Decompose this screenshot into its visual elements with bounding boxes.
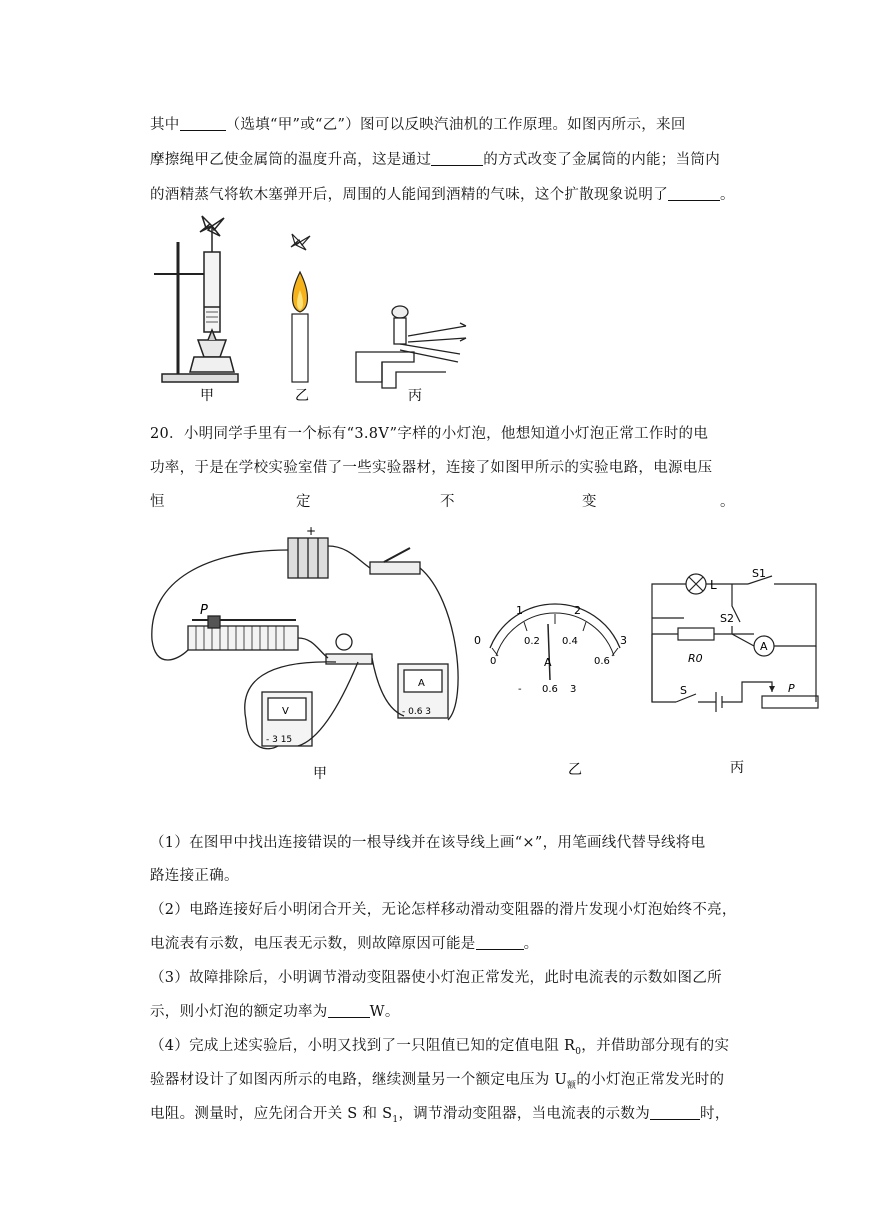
meter-terminal: 3 <box>570 684 577 695</box>
answer-blank[interactable] <box>180 116 226 131</box>
text: 不 <box>440 494 455 510</box>
caption-bing: 丙 <box>730 760 744 776</box>
ammeter-label: A <box>418 678 425 689</box>
q20-part3-line-1: （3）故障排除后，小明调节滑动变阻器使小灯泡正常发光，此时电流表的示数如图乙所 <box>150 970 722 986</box>
q20-part4-line-1 <box>150 1034 729 1057</box>
text: 。 <box>523 936 539 952</box>
caption-jia: 甲 <box>313 766 327 782</box>
q19-line-2 <box>150 148 720 169</box>
lamp-icon <box>326 634 372 664</box>
q20-part2-line-2 <box>150 932 538 953</box>
text: 电流表有示数，电压表无示数，则故障原因可能是 <box>150 936 476 952</box>
text: W。 <box>369 1004 400 1020</box>
meter-needle <box>548 624 550 680</box>
figure-yi-candle <box>291 234 310 382</box>
q20-part3-line-2 <box>150 1000 400 1021</box>
text: 。 <box>720 187 735 203</box>
text: 示，则小灯泡的额定功率为 <box>150 1004 328 1020</box>
caption-yi: 乙 <box>295 388 309 404</box>
meter-tick-top: 0 <box>474 634 481 647</box>
meter-tick-bottom: 0.4 <box>562 636 578 647</box>
meter-terminal: - <box>518 684 522 695</box>
label-A: A <box>760 640 768 653</box>
slider-label: P <box>200 603 208 618</box>
wire <box>328 546 370 568</box>
text: （4）完成上述实验后，小明又找到了一只阻值已知的定值电阻 R <box>150 1038 576 1054</box>
answer-blank[interactable] <box>328 1003 370 1018</box>
label-S1: S1 <box>752 567 766 580</box>
text: 恒 <box>150 494 165 510</box>
q19-line-3 <box>150 183 735 204</box>
caption-yi: 乙 <box>568 762 582 778</box>
q20-part2-line-1: （2）电路连接好后小明闭合开关，无论怎样移动滑动变阻器的滑片发现小灯泡始终不亮， <box>150 902 737 918</box>
label-L: L <box>710 578 717 592</box>
text: 的小灯泡正常发光时的 <box>576 1072 725 1088</box>
text: 定 <box>296 494 311 510</box>
voltmeter-label: V <box>282 706 289 717</box>
figure-bing-schematic <box>644 566 824 778</box>
q20-line-2: 功率，于是在学校实验室借了一些实验器材，连接了如图甲所示的实验电路，电源电压 <box>150 460 713 476</box>
text: 时， <box>700 1106 730 1122</box>
subscript: 0 <box>575 1046 582 1057</box>
answer-blank[interactable] <box>476 935 524 950</box>
text: 变 <box>582 494 597 510</box>
text: 的方式改变了金属筒的内能；当筒内 <box>483 152 721 168</box>
label-R0: R0 <box>688 652 703 665</box>
meter-tick-top: 1 <box>516 604 523 617</box>
meter-terminal: 0.6 <box>542 684 558 695</box>
label-S2: S2 <box>720 612 734 625</box>
q20-line-1: 20．小明同学手里有一个标有“3.8V”字样的小灯泡，他想知道小灯泡正常工作时的电 <box>150 426 709 442</box>
subscript: 1 <box>392 1114 399 1125</box>
meter-tick-bottom: 0.2 <box>524 636 540 647</box>
q19-line-1 <box>150 113 686 134</box>
figure-bing-tube <box>356 306 466 388</box>
switch-icon <box>370 548 420 574</box>
subscript: 额 <box>567 1080 577 1091</box>
answer-blank[interactable] <box>650 1105 700 1120</box>
caption-bing: 丙 <box>408 388 422 404</box>
meter-tick-top: 3 <box>620 634 627 647</box>
text: 。 <box>720 494 735 510</box>
q20-part1-line-2: 路连接正确。 <box>150 868 239 884</box>
answer-blank[interactable] <box>431 151 483 166</box>
text: （选填“甲”或“乙”）图可以反映汽油机的工作原理。如图丙所示，来回 <box>225 117 686 133</box>
caption-jia: 甲 <box>200 388 214 404</box>
label-P: P <box>788 682 795 695</box>
meter-unit: A <box>544 656 552 669</box>
q20-part4-line-3 <box>150 1102 730 1125</box>
meter-tick-bottom: 0.6 <box>594 656 610 667</box>
q20-part4-line-2 <box>150 1068 724 1091</box>
text: ，并借助部分现有的实 <box>581 1038 730 1054</box>
meter-arc <box>490 604 620 648</box>
voltmeter-terminals: - 3 15 <box>266 735 293 745</box>
answer-blank[interactable] <box>668 186 720 201</box>
text: 的酒精蒸气将软木塞弹开后，周围的人能闻到酒精的气味，这个扩散现象说明了 <box>150 187 668 203</box>
text: 电阻。测量时，应先闭合开关 S 和 S <box>150 1106 393 1122</box>
text: 验器材设计了如图丙所示的电路，继续测量另一个额定电压为 U <box>150 1072 568 1088</box>
figure-jia-apparatus <box>154 216 238 382</box>
ammeter-terminals: - 0.6 3 <box>402 707 432 717</box>
q20-part1-line-1: （1）在图甲中找出连接错误的一根导线并在该导线上画“×”，用笔画线代替导线将电 <box>150 835 706 851</box>
text: ，调节滑动变阻器，当电流表的示数为 <box>398 1106 651 1122</box>
battery-icon <box>288 538 328 578</box>
rheostat-icon <box>188 616 298 650</box>
meter-tick-bottom: 0 <box>490 656 497 667</box>
battery-plus-label: + <box>306 524 317 538</box>
figure-yi-meter <box>470 600 640 782</box>
figure-jia-circuit <box>148 520 468 782</box>
meter-tick-top: 2 <box>574 604 581 617</box>
text: 其中 <box>150 117 180 133</box>
label-S: S <box>680 684 687 697</box>
text: 摩擦绳甲乙使金属筒的温度升高，这是通过 <box>150 152 432 168</box>
q19-figure <box>150 212 490 408</box>
wire <box>298 638 328 658</box>
